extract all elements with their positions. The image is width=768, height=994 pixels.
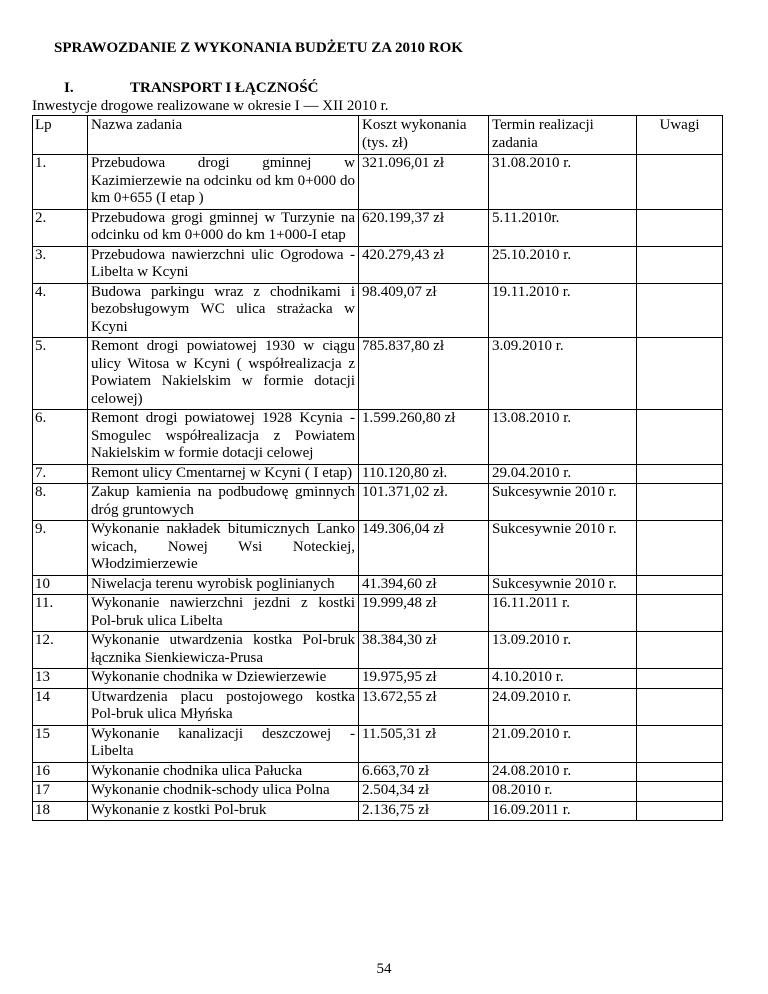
row-date: 25.10.2010 r. [489, 246, 637, 283]
table-row [33, 283, 723, 338]
row-date: Sukcesywnie 2010 r. [489, 521, 637, 576]
row-date: Sukcesywnie 2010 r. [489, 575, 637, 595]
row-name: Remont drogi powiatowej 1928 Kcynia - Smogulec współrealizacja z Powiatem Nakielskim w formie dotacji celowej [88, 410, 359, 465]
row-name: Wykonanie chodnik-schody ulica Polna [88, 782, 359, 802]
row-cost: 13.672,55 zł [359, 688, 489, 725]
table-header-row [33, 116, 723, 155]
header-cost: Koszt wykonania (tys. zł) [359, 116, 489, 155]
row-lp: 8. [33, 484, 88, 521]
row-notes [637, 575, 723, 595]
row-lp: 18 [33, 801, 88, 821]
table-row [33, 801, 723, 821]
header-date: Termin realizacji zadania [489, 116, 637, 155]
row-notes [637, 801, 723, 821]
row-date: 08.2010 r. [489, 782, 637, 802]
section-number: I. [64, 80, 74, 96]
table-row [33, 484, 723, 521]
row-cost: 6.663,70 zł [359, 762, 489, 782]
row-cost: 19.975,95 zł [359, 669, 489, 689]
row-name: Remont ulicy Cmentarnej w Kcyni ( I etap) [88, 464, 359, 484]
row-cost: 420.279,43 zł [359, 246, 489, 283]
row-date: 13.09.2010 r. [489, 632, 637, 669]
row-lp: 2. [33, 209, 88, 246]
row-date: 3.09.2010 r. [489, 338, 637, 410]
row-cost: 19.999,48 zł [359, 595, 489, 632]
row-notes [637, 725, 723, 762]
row-cost: 98.409,07 zł [359, 283, 489, 338]
row-name: Przebudowa grogi gminnej w Turzynie na odcinku od km 0+000 do km 1+000-I etap [88, 209, 359, 246]
row-date: 31.08.2010 r. [489, 155, 637, 210]
row-name: Wykonanie utwardzenia kostka Pol-bruk łącznika Sienkiewicza-Prusa [88, 632, 359, 669]
page-number: 54 [376, 961, 392, 977]
row-date: 5.11.2010r. [489, 209, 637, 246]
row-name: Wykonanie nawierzchni jezdni z kostki Pol-bruk ulica Libelta [88, 595, 359, 632]
row-notes [637, 782, 723, 802]
row-cost: 38.384,30 zł [359, 632, 489, 669]
row-lp: 15 [33, 725, 88, 762]
table-row [33, 464, 723, 484]
header-name: Nazwa zadania [88, 116, 359, 155]
row-lp: 5. [33, 338, 88, 410]
row-lp: 4. [33, 283, 88, 338]
row-lp: 12. [33, 632, 88, 669]
row-cost: 2.504,34 zł [359, 782, 489, 802]
row-name: Wykonanie chodnika w Dziewierzewie [88, 669, 359, 689]
row-notes [637, 669, 723, 689]
row-notes [637, 632, 723, 669]
table-row [33, 632, 723, 669]
row-name: Wykonanie nakładek bitumicznych Lanko wicach, Nowej Wsi Noteckiej, Włodzimierzewie [88, 521, 359, 576]
header-notes: Uwagi [637, 116, 723, 155]
row-lp: 6. [33, 410, 88, 465]
row-lp: 9. [33, 521, 88, 576]
table-row [33, 688, 723, 725]
row-notes [637, 283, 723, 338]
table-row [33, 410, 723, 465]
row-date: 24.08.2010 r. [489, 762, 637, 782]
row-name: Budowa parkingu wraz z chodnikami i bezobsługowym WC ulica strażacka w Kcyni [88, 283, 359, 338]
row-cost: 149.306,04 zł [359, 521, 489, 576]
row-lp: 11. [33, 595, 88, 632]
table-row [33, 155, 723, 210]
row-notes [637, 464, 723, 484]
table-row [33, 595, 723, 632]
row-cost: 11.505,31 zł [359, 725, 489, 762]
row-lp: 3. [33, 246, 88, 283]
report-title: SPRAWOZDANIE Z WYKONANIA BUDŻETU ZA 2010 ROK [54, 40, 463, 56]
row-date: 4.10.2010 r. [489, 669, 637, 689]
row-lp: 16 [33, 762, 88, 782]
row-lp: 13 [33, 669, 88, 689]
row-notes [637, 410, 723, 465]
table-subtitle: Inwestycje drogowe realizowane w okresie I — XII 2010 r. [32, 98, 389, 114]
table-row [33, 521, 723, 576]
row-lp: 7. [33, 464, 88, 484]
row-notes [637, 338, 723, 410]
table-row [33, 725, 723, 762]
row-date: 29.04.2010 r. [489, 464, 637, 484]
row-name: Przebudowa drogi gminnej w Kazimierzewie na odcinku od km 0+000 do km 0+655 (I etap ) [88, 155, 359, 210]
row-date: 13.08.2010 r. [489, 410, 637, 465]
row-name: Wykonanie z kostki Pol-bruk [88, 801, 359, 821]
section-name: TRANSPORT I ŁĄCZNOŚĆ [130, 80, 319, 96]
row-cost: 110.120,80 zł. [359, 464, 489, 484]
table-row [33, 782, 723, 802]
row-notes [637, 762, 723, 782]
row-notes [637, 688, 723, 725]
investments-table [32, 115, 723, 821]
row-cost: 321.096,01 zł [359, 155, 489, 210]
row-notes [637, 209, 723, 246]
row-cost: 620.199,37 zł [359, 209, 489, 246]
row-cost: 1.599.260,80 zł [359, 410, 489, 465]
row-notes [637, 484, 723, 521]
row-lp: 10 [33, 575, 88, 595]
row-name: Wykonanie kanalizacji deszczowej - Libelta [88, 725, 359, 762]
row-lp: 14 [33, 688, 88, 725]
row-date: 24.09.2010 r. [489, 688, 637, 725]
row-date: Sukcesywnie 2010 r. [489, 484, 637, 521]
row-cost: 2.136,75 zł [359, 801, 489, 821]
section-heading [64, 80, 318, 97]
row-cost: 41.394,60 zł [359, 575, 489, 595]
table-row [33, 762, 723, 782]
row-date: 21.09.2010 r. [489, 725, 637, 762]
row-notes [637, 595, 723, 632]
row-date: 19.11.2010 r. [489, 283, 637, 338]
row-name: Wykonanie chodnika ulica Pałucka [88, 762, 359, 782]
row-lp: 1. [33, 155, 88, 210]
table-row [33, 209, 723, 246]
row-name: Przebudowa nawierzchni ulic Ogrodowa - Libelta w Kcyni [88, 246, 359, 283]
row-date: 16.09.2011 r. [489, 801, 637, 821]
row-date: 16.11.2011 r. [489, 595, 637, 632]
row-cost: 101.371,02 zł. [359, 484, 489, 521]
row-lp: 17 [33, 782, 88, 802]
row-name: Niwelacja terenu wyrobisk poglinianych [88, 575, 359, 595]
row-name: Remont drogi powiatowej 1930 w ciągu ulicy Witosa w Kcyni ( współrealizacja z Powiatem Nakielskim w formie dotacji celowej) [88, 338, 359, 410]
row-name: Zakup kamienia na podbudowę gminnych dróg gruntowych [88, 484, 359, 521]
row-name: Utwardzenia placu postojowego kostka Pol-bruk ulica Młyńska [88, 688, 359, 725]
row-notes [637, 155, 723, 210]
row-notes [637, 246, 723, 283]
row-notes [637, 521, 723, 576]
header-lp: Lp [33, 116, 88, 155]
table-row [33, 575, 723, 595]
table-row [33, 246, 723, 283]
table-row [33, 338, 723, 410]
row-cost: 785.837,80 zł [359, 338, 489, 410]
table-row [33, 669, 723, 689]
